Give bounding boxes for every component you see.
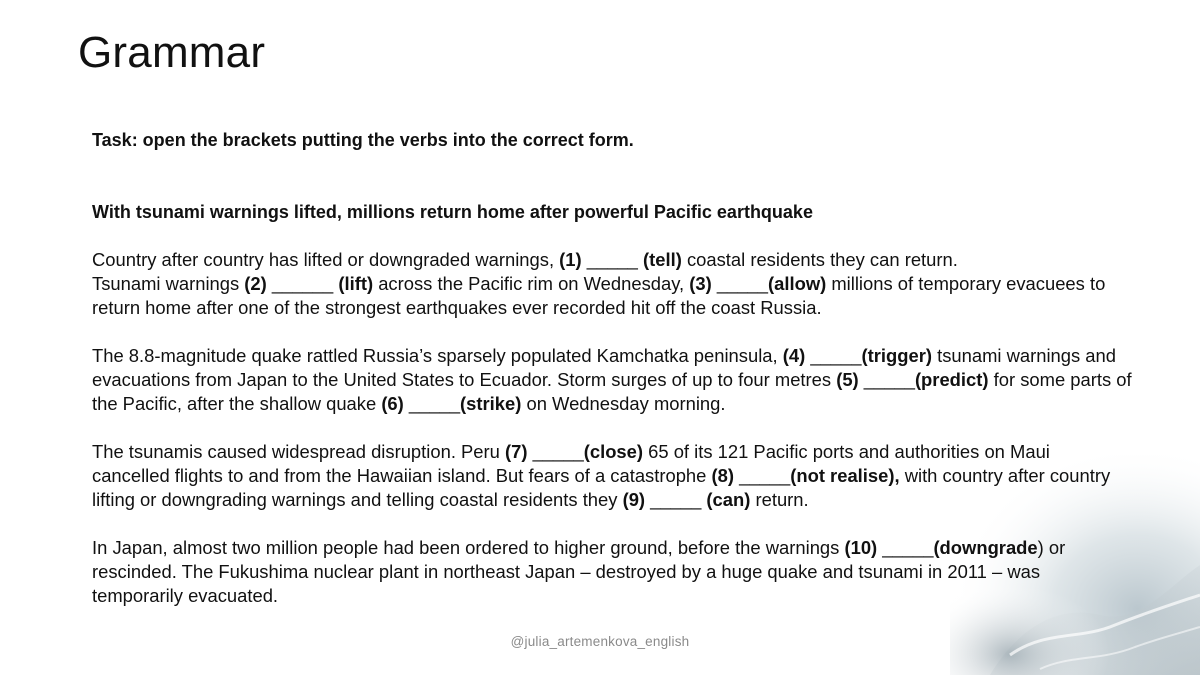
paragraph-2	[92, 344, 1132, 416]
blank-2: ______	[266, 273, 339, 294]
text-segment: tsunami warnings and evacuations from Japan to the United States to Ecuador. Storm surges of up to four metres	[92, 345, 1116, 390]
verb-prompt-3: (allow)	[768, 273, 827, 294]
article-headline: With tsunami warnings lifted, millions return home after powerful Pacific earthquake	[92, 202, 813, 222]
text-segment: Country after country has lifted or downgraded warnings,	[92, 249, 560, 270]
paragraph-4	[92, 536, 1132, 608]
paragraph-3	[92, 440, 1132, 512]
text-segment: across the Pacific rim on Wednesday,	[373, 273, 690, 294]
text-segment: The tsunamis caused widespread disruption. Peru	[92, 441, 505, 462]
blank-10: _____	[877, 537, 934, 558]
text-segment: In Japan, almost two million people had been ordered to higher ground, before the warnings	[92, 537, 845, 558]
text-segment: on Wednesday morning.	[521, 393, 726, 414]
verb-prompt-7: (close)	[583, 441, 644, 462]
text-segment: coastal residents they can return.	[681, 249, 958, 270]
blank-4: _____	[805, 345, 862, 366]
task-instruction: Task: open the brackets putting the verbs into the correct form.	[92, 130, 634, 150]
verb-prompt-5: (predict)	[914, 369, 989, 390]
author-handle: @julia_artemenkova_english	[510, 634, 690, 649]
verb-prompt-8: (not realise),	[790, 465, 900, 486]
verb-prompt-2: (lift)	[338, 273, 374, 294]
blank-1: _____	[581, 249, 644, 270]
verb-prompt-9: (can)	[706, 489, 751, 510]
slide-content	[92, 128, 1132, 608]
blank-9: _____	[645, 489, 707, 510]
text-segment: Tsunami warnings	[92, 273, 245, 294]
gap-number-6: (6)	[381, 393, 404, 414]
blank-3: _____	[711, 273, 769, 294]
text-segment: The 8.8-magnitude quake rattled Russia’s sparsely populated Kamchatka peninsula,	[92, 345, 783, 366]
text-segment: for some parts of the Pacific, after the shallow quake	[92, 369, 1132, 414]
gap-number-2: (2)	[244, 273, 267, 294]
gap-number-10: (10)	[844, 537, 878, 558]
gap-number-3: (3)	[689, 273, 712, 294]
text-segment: return.	[750, 489, 809, 510]
blank-6: _____	[403, 393, 461, 414]
gap-number-5: (5)	[836, 369, 859, 390]
blank-7: _____	[527, 441, 584, 462]
verb-prompt-1: (tell)	[643, 249, 682, 270]
verb-prompt-4: (trigger)	[861, 345, 932, 366]
blank-8: _____	[733, 465, 791, 486]
gap-number-1: (1)	[559, 249, 582, 270]
gap-number-4: (4)	[782, 345, 806, 366]
gap-number-8: (8)	[711, 465, 734, 486]
text-segment: with country after country lifting or downgrading warnings and telling coastal residents they	[92, 465, 1111, 510]
blank-5: _____	[858, 369, 915, 390]
text-segment: 65 of its 121 Pacific ports and authorities on Maui cancelled flights to and from the Hawaiian island. But fears of a catastrophe	[92, 441, 1050, 486]
verb-prompt-10: (downgrade	[933, 537, 1038, 558]
gap-number-9: (9)	[622, 489, 646, 510]
paragraph-1	[92, 248, 1132, 320]
text-segment: millions of temporary evacuees to return home after one of the strongest earthquakes ever recorded hit off the coast Russia.	[92, 273, 1106, 318]
slide-title: Grammar	[78, 28, 266, 77]
gap-number-7: (7)	[505, 441, 528, 462]
verb-prompt-6: (strike)	[460, 393, 522, 414]
text-segment: ) or rescinded. The Fukushima nuclear plant in northeast Japan – destroyed by a huge quake and tsunami in 2011 – was temporarily evacuated.	[92, 537, 1066, 606]
